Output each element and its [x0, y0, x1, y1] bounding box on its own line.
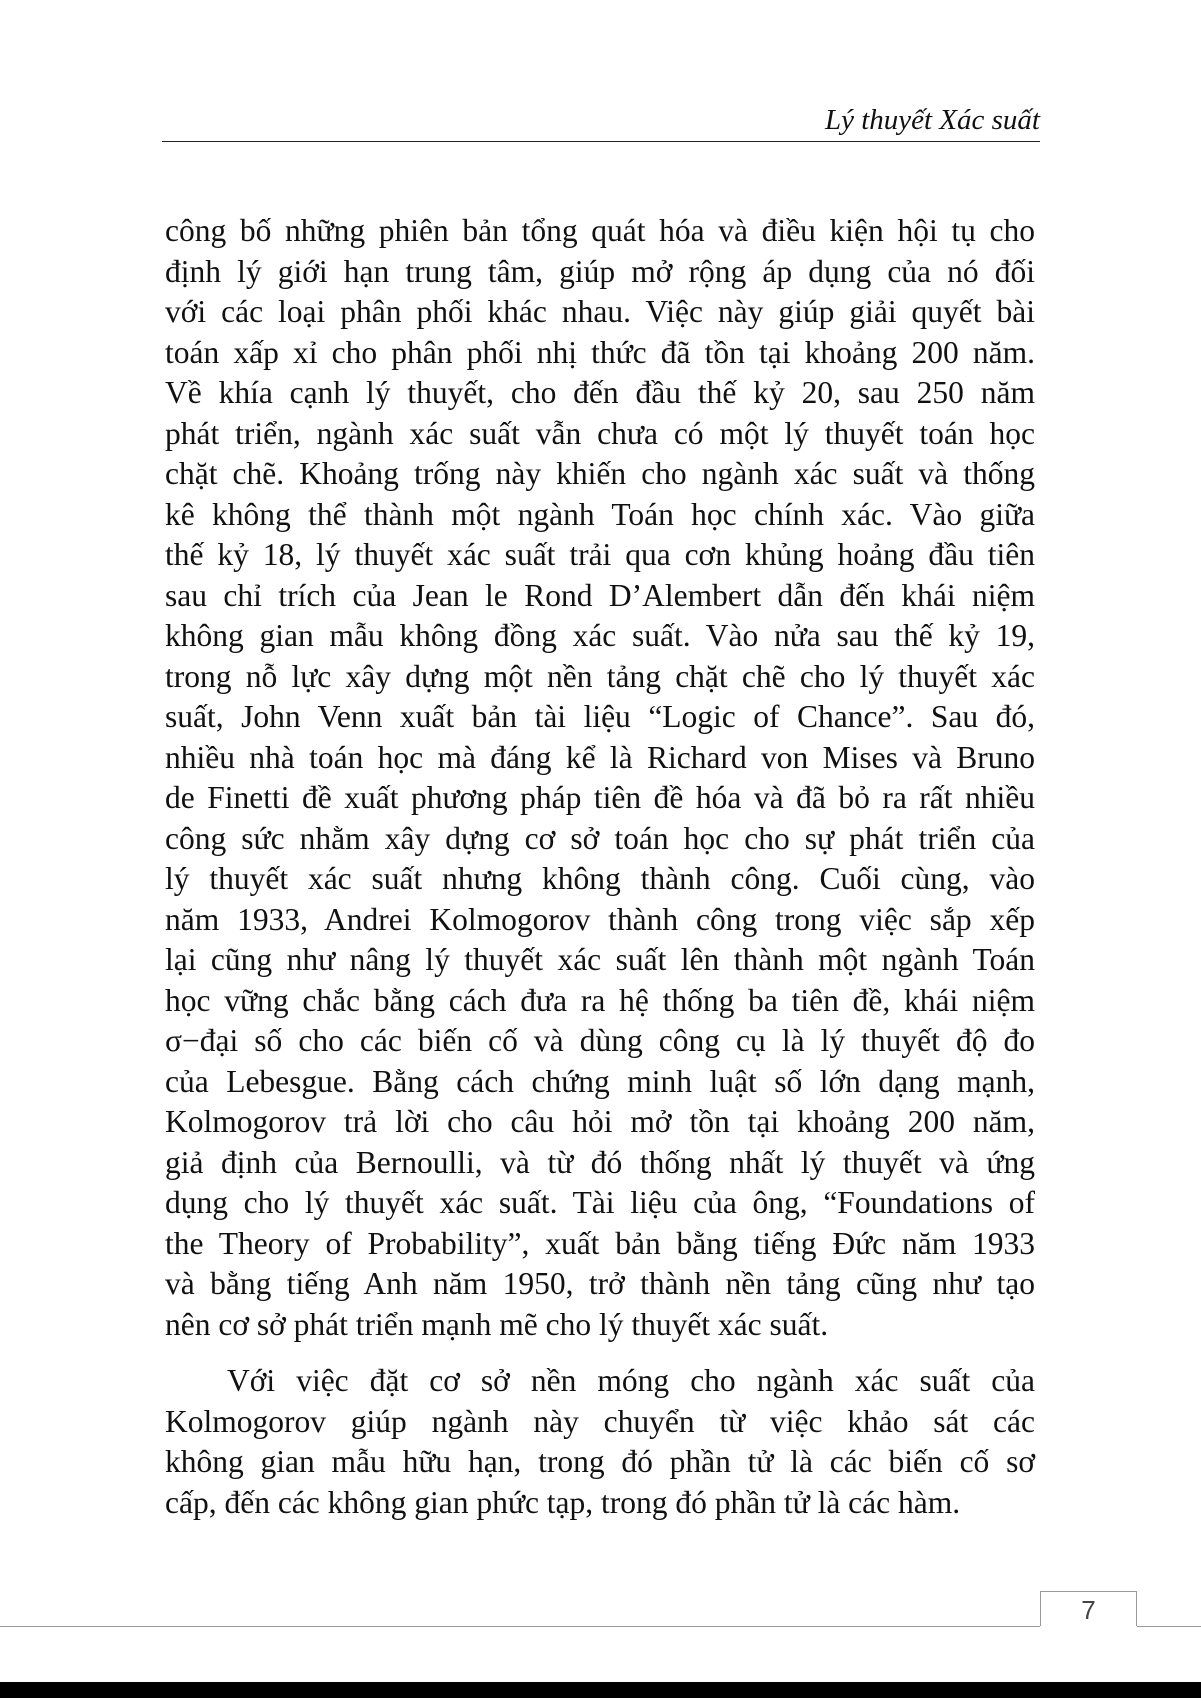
bottom-black-bar [0, 1682, 1201, 1698]
text-line: với các loại phân phối khác nhau. Việc này giúp giải quyết bài [165, 294, 1035, 329]
text-line: thế kỷ 18, lý thuyết xác suất trải qua cơn khủng hoảng đầu tiên [165, 537, 1035, 572]
footer-rule-right [1137, 1626, 1201, 1627]
text-line: lý thuyết xác suất nhưng không thành công. Cuối cùng, vào [165, 861, 1035, 896]
text-line: chặt chẽ. Khoảng trống này khiến cho ngành xác suất và thống [165, 456, 1035, 491]
paragraph [165, 1361, 1035, 1523]
text-line: lại cũng như nâng lý thuyết xác suất lên thành một ngành Toán [165, 942, 1035, 977]
text-line: định lý giới hạn trung tâm, giúp mở rộng áp dụng của nó đối [165, 253, 1035, 289]
text-line: Kolmogorov trả lời cho câu hỏi mở tồn tại khoảng 200 năm, [165, 1104, 1035, 1139]
text-line: de Finetti đề xuất phương pháp tiên đề hóa và đã bỏ ra rất nhiều [165, 780, 1035, 815]
text-line: dụng cho lý thuyết xác suất. Tài liệu của ông, “Foundations of [165, 1185, 1035, 1220]
text-line: và bằng tiếng Anh năm 1950, trở thành nền tảng cũng như tạo [165, 1266, 1035, 1301]
text-line: kê không thể thành một ngành Toán học chính xác. Vào giữa [165, 496, 1035, 532]
paragraph-gap [165, 1345, 1035, 1361]
text-line: toán xấp xỉ cho phân phối nhị thức đã tồn tại khoảng 200 năm. [165, 334, 1035, 370]
text-line: học vững chắc bằng cách đưa ra hệ thống ba tiên đề, khái niệm [165, 982, 1035, 1018]
text-line: Về khía cạnh lý thuyết, cho đến đầu thế kỷ 20, sau 250 năm [165, 375, 1035, 410]
text-line: phát triển, ngành xác suất vẫn chưa có một lý thuyết toán học [165, 415, 1035, 451]
text-line: công sức nhằm xây dựng cơ sở toán học cho sự phát triển của [165, 820, 1035, 856]
text-line: suất, John Venn xuất bản tài liệu “Logic of Chance”. Sau đó, [165, 699, 1035, 734]
running-header: Lý thuyết Xác suất [824, 104, 1040, 136]
text-line: năm 1933, Andrei Kolmogorov thành công trong việc sắp xếp [165, 901, 1035, 937]
text-line: không gian mẫu không đồng xác suất. Vào nửa sau thế kỷ 19, [165, 618, 1035, 653]
text-line: σ−đại số cho các biến cố và dùng công cụ là lý thuyết độ đo [165, 1023, 1035, 1058]
footer-rule [0, 1626, 1040, 1627]
text-line: công bố những phiên bản tổng quát hóa và điều kiện hội tụ cho [165, 213, 1035, 248]
header-rule [162, 141, 1040, 142]
text-line: trong nỗ lực xây dựng một nền tảng chặt chẽ cho lý thuyết xác [165, 658, 1035, 694]
text-line: cấp, đến các không gian phức tạp, trong đó phần tử là các hàm. [165, 1484, 961, 1520]
text-line: giả định của Bernoulli, và từ đó thống nhất lý thuyết và ứng [165, 1144, 1035, 1180]
text-line: Kolmogorov giúp ngành này chuyển từ việc khảo sát các [165, 1403, 1035, 1439]
paragraph [165, 211, 1035, 1345]
text-line: sau chỉ trích của Jean le Rond D’Alembert dẫn đến khái niệm [165, 577, 1035, 613]
text-line: the Theory of Probability”, xuất bản bằng tiếng Đức năm 1933 [165, 1225, 1035, 1261]
text-line: không gian mẫu hữu hạn, trong đó phần tử là các biến cố sơ [165, 1444, 1035, 1479]
page-number: 7 [1040, 1591, 1137, 1626]
text-line: Với việc đặt cơ sở nền móng cho ngành xác suất của [227, 1363, 1035, 1398]
body-text [165, 211, 1035, 1523]
text-line: của Lebesgue. Bằng cách chứng minh luật số lớn dạng mạnh, [165, 1063, 1035, 1099]
text-line: nhiều nhà toán học mà đáng kể là Richard von Mises và Bruno [165, 739, 1035, 775]
text-line: nên cơ sở phát triển mạnh mẽ cho lý thuyết xác suất. [165, 1306, 829, 1342]
